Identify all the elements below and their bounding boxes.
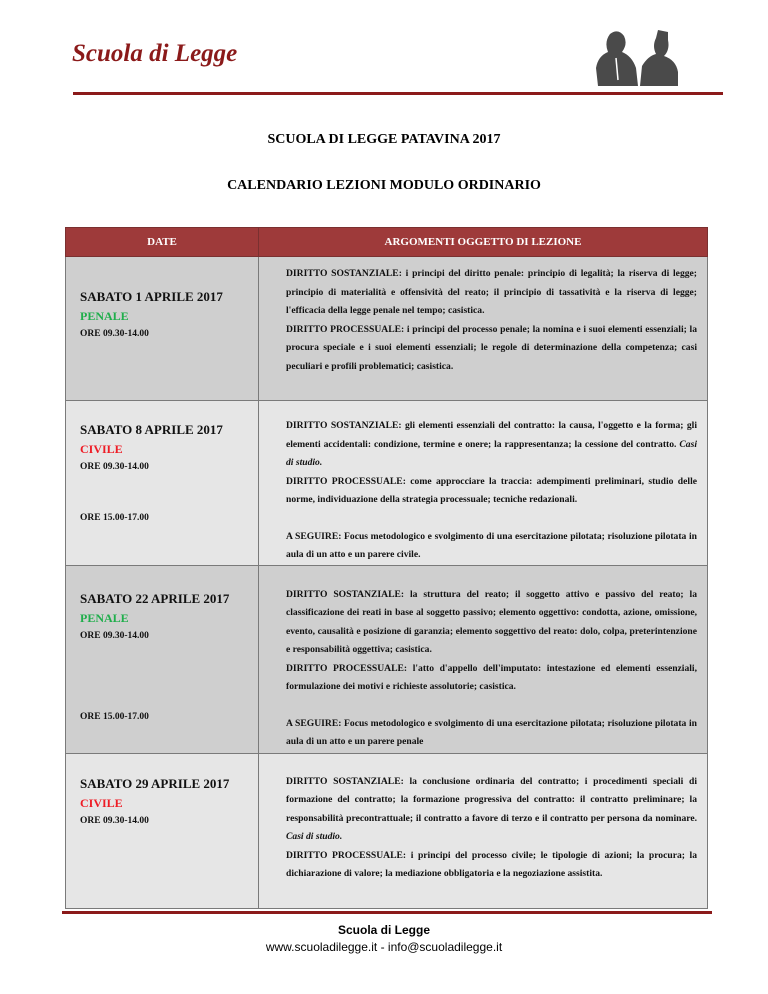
date-cell [66, 753, 259, 908]
footer-divider [62, 911, 712, 914]
lesson-date: SABATO 1 APRILE 2017 [80, 289, 223, 304]
topics-cell [259, 257, 708, 401]
topic-substantive: DIRITTO SOSTANZIALE: gli elementi essenziali del contratto: la causa, l'oggetto e la forma; gli elementi accidentali: condizione, termine e onere; la rappresentanza; la cessione del contratto. [286, 420, 697, 450]
topic-procedural: DIRITTO PROCESSUALE: i principi del processo penale; la nomina e i suoi elementi essenziali; la procura speciale e i suoi elementi essenziali; le regole di determinazione della competenza; casi peculiari e profili problematici; casistica. [286, 323, 697, 372]
lesson-date: SABATO 29 APRILE 2017 [80, 775, 230, 791]
logo-figures-icon [588, 28, 704, 86]
topics-cell [259, 565, 708, 753]
lesson-subject: PENALE [80, 309, 129, 323]
topic-followup: A SEGUIRE: Focus metodologico e svolgimento di una esercitazione pilotata; risoluzione pilotata in aula di un atto e un parere penale [286, 717, 697, 747]
topic-procedural: DIRITTO PROCESSUALE: l'atto d'appello dell'imputato: intestazione ed elementi essenziali, formulazione dei motivi e richieste assolutorie; casistica. [286, 662, 697, 692]
case-studies-note: Casi di studio. [286, 831, 343, 842]
lesson-time: ORE 09.30-14.00 [80, 462, 149, 472]
table-row [66, 401, 708, 566]
topics-cell [259, 753, 708, 908]
topic-substantive: DIRITTO SOSTANZIALE: la conclusione ordinaria del contratto; i procedimenti speciali di formazione del contratto; la formazione progressiva del contratto: il contratto preliminare; la responsabilità precontrattuale; il contratto a favore di terzo e il contratto per persona da nominare. [286, 775, 697, 824]
lesson-subject: CIVILE [80, 795, 123, 810]
date-cell [66, 565, 259, 753]
topics-cell [259, 401, 708, 566]
topic-substantive: DIRITTO SOSTANZIALE: i principi del diritto penale: principio di legalità; la riserva di legge; principio di materialità e offensività del reato; il principio di tassatività e la riserva di legge; l'efficacia della legge penale nel tempo; casistica. [286, 268, 697, 316]
header-divider [73, 92, 723, 95]
lesson-time-afternoon: ORE 15.00-17.00 [80, 711, 149, 722]
footer-contact: www.scuoladilegge.it - info@scuoladilegge.it [265, 940, 503, 954]
table-row [66, 565, 708, 753]
case-studies-note: Casi di studio. [286, 438, 697, 468]
topic-substantive: DIRITTO SOSTANZIALE: la struttura del reato; il soggetto attivo e passivo del reato; la classificazione dei reati in base al soggetto passivo; elemento oggettivo: condotta, azione, omissione, evento, causalità e posizione di garanzia; elemento soggettivo del reato: dolo, colpa, preterintenzione e responsabilità oggettiva; casistica. [286, 588, 697, 655]
footer-name: Scuola di Legge [337, 923, 430, 937]
brand-title: Scuola di Legge [72, 40, 238, 67]
lesson-time: ORE 09.30-14.00 [80, 329, 149, 339]
table-row [66, 257, 708, 401]
lesson-date: SABATO 8 APRILE 2017 [80, 422, 223, 437]
topic-procedural: DIRITTO PROCESSUALE: come approcciare la traccia: adempimenti preliminari, studio delle norme, individuazione della strategia processuale; tecniche redazionali. [286, 475, 697, 505]
document-subtitle: CALENDARIO LEZIONI MODULO ORDINARIO [227, 178, 541, 193]
lesson-subject: PENALE [80, 610, 129, 625]
topic-followup: A SEGUIRE: Focus metodologico e svolgimento di una esercitazione pilotata; risoluzione pilotata in aula di un atto e un parere civile. [286, 530, 697, 560]
lesson-time: ORE 09.30-14.00 [80, 630, 149, 641]
lesson-time-afternoon: ORE 15.00-17.00 [80, 513, 149, 523]
column-header-date: DATE [66, 228, 259, 257]
lesson-subject: CIVILE [80, 442, 123, 456]
topic-procedural: DIRITTO PROCESSUALE: i principi del processo civile; le tipologie di azioni; la procura; la dichiarazione di valore; la mediazione obbligatoria e la negoziazione assistita. [286, 849, 697, 879]
lesson-time: ORE 09.30-14.00 [80, 815, 149, 826]
date-cell [66, 257, 259, 401]
lesson-date: SABATO 22 APRILE 2017 [80, 590, 230, 606]
date-cell [66, 401, 259, 566]
document-title: SCUOLA DI LEGGE PATAVINA 2017 [267, 132, 501, 147]
schedule-table [65, 227, 708, 909]
column-header-topics: ARGOMENTI OGGETTO DI LEZIONE [259, 228, 708, 257]
table-row [66, 753, 708, 908]
